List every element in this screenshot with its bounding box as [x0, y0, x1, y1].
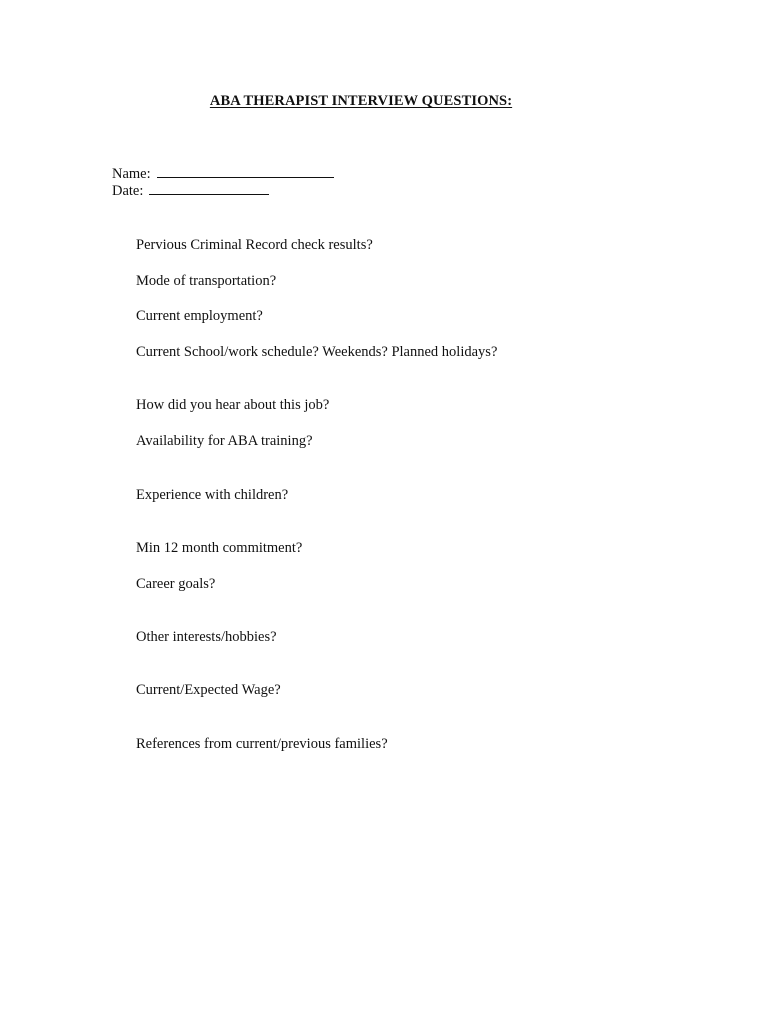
date-blank-line — [149, 183, 269, 195]
question-experience-children: Experience with children? — [136, 487, 289, 503]
question-current-employment: Current employment? — [136, 308, 263, 324]
question-hear-about-job: How did you hear about this job? — [136, 397, 330, 413]
question-schedule: Current School/work schedule? Weekends? Planned holidays? — [136, 344, 498, 360]
document-title: ABA THERAPIST INTERVIEW QUESTIONS: — [209, 93, 513, 109]
date-field — [112, 183, 269, 199]
name-field — [112, 166, 334, 182]
question-references: References from current/previous families? — [136, 736, 388, 752]
name-label: Name: — [112, 166, 151, 182]
date-label: Date: — [112, 183, 144, 199]
question-commitment: Min 12 month commitment? — [136, 540, 303, 556]
question-interests-hobbies: Other interests/hobbies? — [136, 629, 277, 645]
question-aba-training: Availability for ABA training? — [136, 433, 313, 449]
question-criminal-record: Pervious Criminal Record check results? — [136, 237, 373, 253]
question-wage: Current/Expected Wage? — [136, 682, 281, 698]
name-blank-line — [157, 166, 334, 178]
question-transportation: Mode of transportation? — [136, 273, 277, 289]
question-career-goals: Career goals? — [136, 576, 216, 592]
